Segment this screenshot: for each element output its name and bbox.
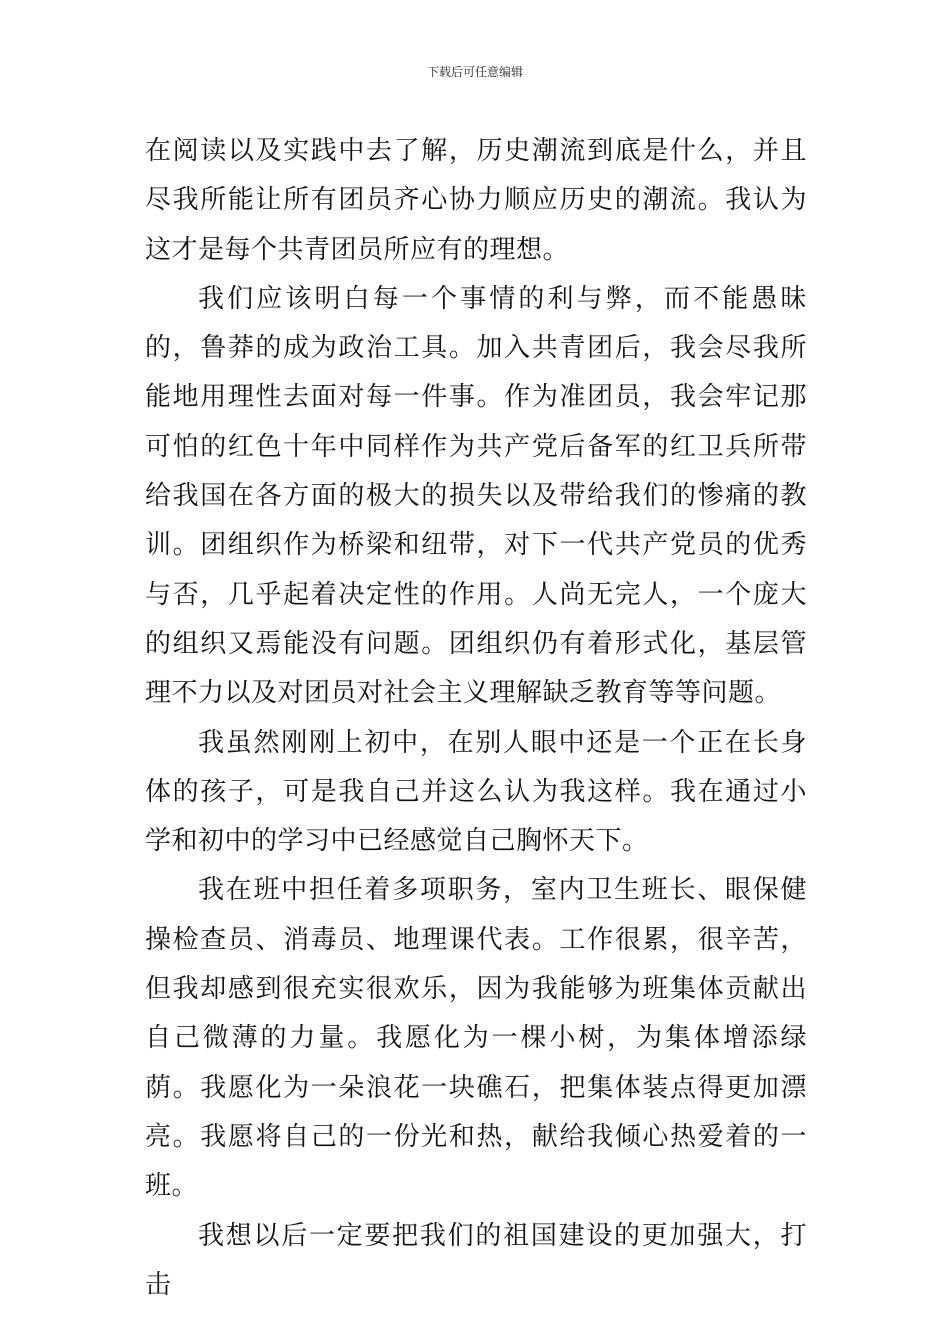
paragraph-1: 在阅读以及实践中去了解，历史潮流到底是什么，并且尽我所能让所有团员齐心协力顺应历史的潮流。我认为这才是每个共青团员所应有的理想。 (145, 136, 807, 265)
body-text (145, 127, 807, 1310)
paragraph-5: 我想以后一定要把我们的祖国建设的更加强大，打击 (145, 1220, 807, 1300)
paragraph-3: 我虽然刚刚上初中，在别人眼中还是一个正在长身体的孩子，可是我自己并这么认为我这样。我在通过小学和初中的学习中已经感觉自己胸怀天下。 (145, 727, 807, 857)
paragraph-2: 我们应该明白每一个事情的利与弊，而不能愚昧的，鲁莽的成为政治工具。加入共青团后，我会尽我所能地用理性去面对每一件事。作为准团员，我会牢记那可怕的红色十年中同样作为共产党后备军的红卫兵所带给我国在各方面的极大的损失以及带给我们的惨痛的教训。团组织作为桥梁和纽带，对下一代共产党员的优秀与否，几乎起着决定性的作用。人尚无完人，一个庞大的组织又焉能没有问题。团组织仍有着形式化，基层管理不力以及对团员对社会主义理解缺乏教育等等问题。 (145, 283, 807, 709)
page-header: 下载后可任意编辑 (426, 65, 523, 79)
paragraph-4: 我在班中担任着多项职务，室内卫生班长、眼保健操检查员、消毒员、地理课代表。工作很累，很辛苦，但我却感到很充实很欢乐，因为我能够为班集体贡献出自己微薄的力量。我愿化为一棵小树，为集体增添绿荫。我愿化为一朵浪花一块礁石，把集体装点得更加漂亮。我愿将自己的一份光和热，献给我倾心热爱着的一班。 (145, 875, 807, 1202)
